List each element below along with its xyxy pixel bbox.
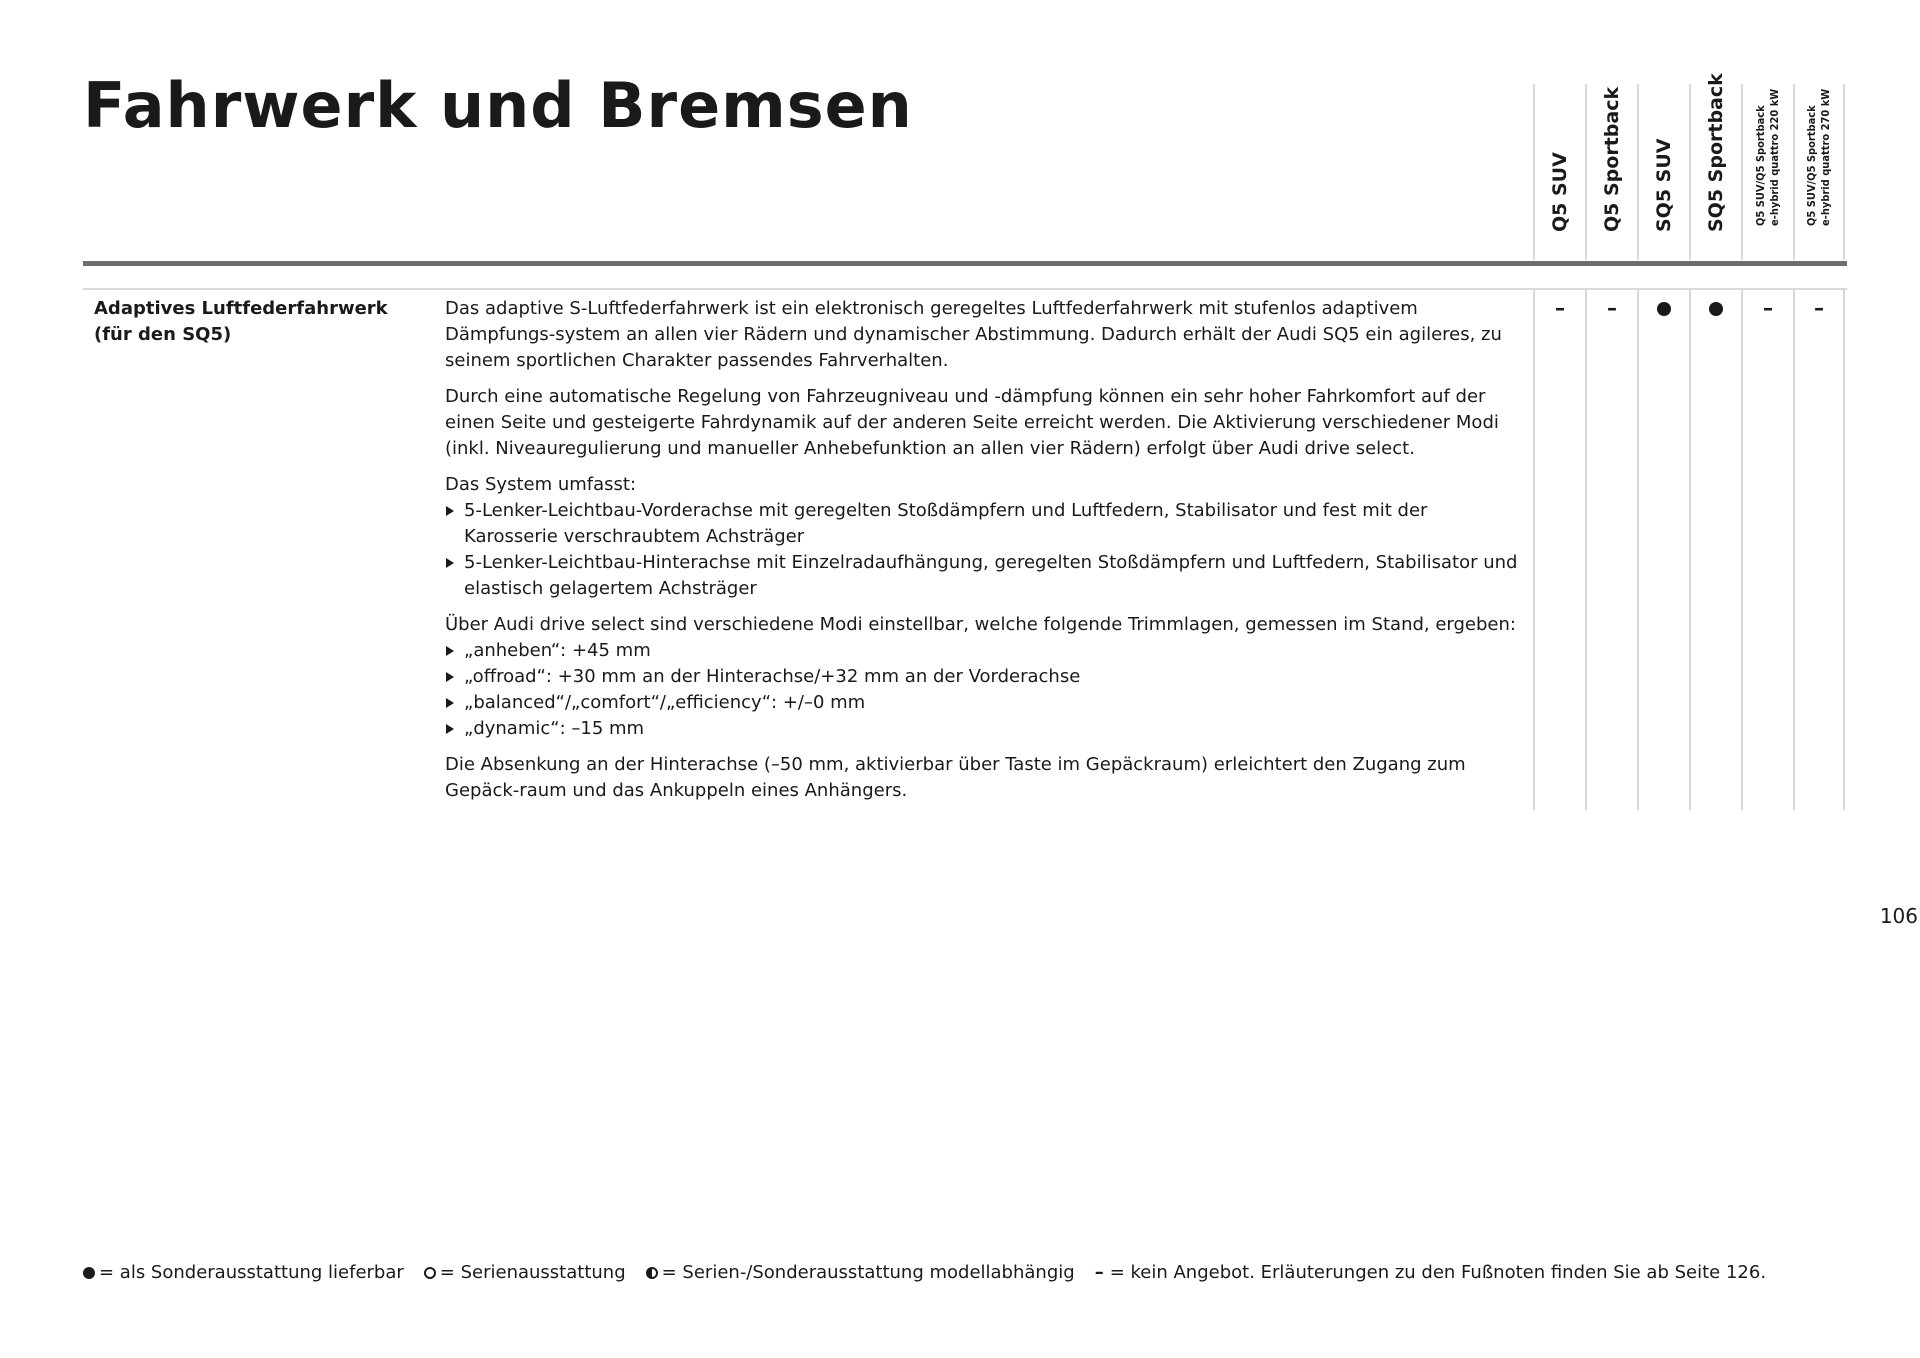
- column-header-label: Q5 Sportback: [1601, 86, 1623, 232]
- availability-cell: [1637, 290, 1689, 810]
- row-label: Adaptives Luftfederfahrwerk (für den SQ5): [94, 298, 388, 345]
- column-header-label: Q5 SUV: [1549, 152, 1571, 232]
- list-item: 5-Lenker-Leichtbau-Hinterachse mit Einzelradaufhängung, geregelten Stoßdämpfern und Luftfedern, Stabilisator und elastisch gelagertem Achsträger: [445, 550, 1525, 602]
- header-divider: [83, 261, 1847, 266]
- availability-cell: [1533, 290, 1585, 810]
- legend-model-dependent: [646, 1262, 1075, 1283]
- dash-icon: –: [1094, 1262, 1104, 1283]
- availability-mark: –: [1555, 296, 1565, 320]
- description-paragraph: Das System umfasst:: [445, 474, 637, 495]
- bullet-list: [445, 498, 1525, 602]
- availability-cell: [1741, 290, 1793, 810]
- column-header-sq5-suv: [1637, 84, 1689, 260]
- list-item: „dynamic“: –15 mm: [445, 716, 1525, 742]
- description-paragraph: Das adaptive S-Luftfederfahrwerk ist ein elektronisch geregeltes Luftfederfahrwerk mit stufenlos adaptivem Dämpfungs-system an allen vier Rädern und dynamischer Abstimmung. Dadurch erhält der Audi SQ5 ein agileres, zu seinem sportlichen Charakter passendes Fahrverhalten.: [445, 298, 1502, 371]
- availability-cell: [1689, 290, 1741, 810]
- list-item: „anheben“: +45 mm: [445, 638, 1525, 664]
- page-title: Fahrwerk und Bremsen: [83, 69, 913, 142]
- equipment-table: [83, 288, 1847, 810]
- legend-text: = als Sonderausstattung lieferbar: [99, 1262, 404, 1283]
- legend: [83, 1262, 1786, 1283]
- list-item: 5-Lenker-Leichtbau-Vorderachse mit geregelten Stoßdämpfern und Luftfedern, Stabilisator und fest mit der Karosserie verschraubtem Achsträger: [445, 498, 1525, 550]
- availability-cell: [1585, 290, 1637, 810]
- bullet-list: [445, 638, 1525, 742]
- column-header-e-hybrid-220: [1741, 84, 1793, 260]
- legend-text: = Serien-/Sonderausstattung modellabhängig: [661, 1262, 1075, 1283]
- column-header-label: SQ5 SUV: [1653, 138, 1675, 232]
- column-header-label: SQ5 Sportback: [1705, 73, 1727, 232]
- availability-mark: –: [1814, 296, 1824, 320]
- column-header-sq5-sportback: [1689, 73, 1741, 260]
- column-header-q5-suv: [1533, 84, 1585, 260]
- list-item: „balanced“/„comfort“/„efficiency“: +/–0 mm: [445, 690, 1525, 716]
- availability-mark: [1709, 302, 1723, 316]
- legend-optional: [83, 1262, 404, 1283]
- description-paragraph: Durch eine automatische Regelung von Fahrzeugniveau und -dämpfung können ein sehr hoher Fahrkomfort auf der einen Seite und gesteigerte Fahrdynamik auf der anderen Seite erreicht werden. Die Aktivierung verschiedener Modi (inkl. Niveauregulierung und manueller Anhebefunktion an allen vier Rädern) erfolgt über Audi drive select.: [445, 386, 1499, 459]
- column-header-e-hybrid-270: [1793, 84, 1845, 260]
- half-circle-icon: [646, 1267, 658, 1279]
- column-header-label: Q5 SUV/Q5 Sportback e-hybrid quattro 220 kW: [1754, 88, 1781, 226]
- filled-circle-icon: [83, 1267, 95, 1279]
- availability-mark: [1657, 302, 1671, 316]
- list-item: „offroad“: +30 mm an der Hinterachse/+32 mm an der Vorderachse: [445, 664, 1525, 690]
- description-paragraph: Über Audi drive select sind verschiedene Modi einstellbar, welche folgende Trimmlagen, gemessen im Stand, ergeben:: [445, 614, 1516, 635]
- legend-text: = kein Angebot. Erläuterungen zu den Fußnoten finden Sie ab Seite 126.: [1109, 1262, 1767, 1283]
- legend-text: = Serienausstattung: [439, 1262, 626, 1283]
- legend-not-available: [1095, 1262, 1766, 1283]
- availability-cell: [1793, 290, 1845, 810]
- availability-columns: [1533, 290, 1847, 810]
- legend-standard: [424, 1262, 626, 1283]
- description-paragraph: Die Absenkung an der Hinterachse (–50 mm, aktivierbar über Taste im Gepäckraum) erleichtert den Zugang zum Gepäck-raum und das Ankuppeln eines Anhängers.: [445, 754, 1466, 801]
- column-headers: [1533, 73, 1847, 260]
- empty-circle-icon: [424, 1267, 436, 1279]
- availability-mark: –: [1763, 296, 1773, 320]
- column-header-q5-sportback: [1585, 84, 1637, 260]
- column-header-label: Q5 SUV/Q5 Sportback e-hybrid quattro 270 kW: [1805, 88, 1832, 226]
- row-description: [445, 296, 1525, 814]
- page-number: 106: [1879, 904, 1918, 928]
- availability-mark: –: [1607, 296, 1617, 320]
